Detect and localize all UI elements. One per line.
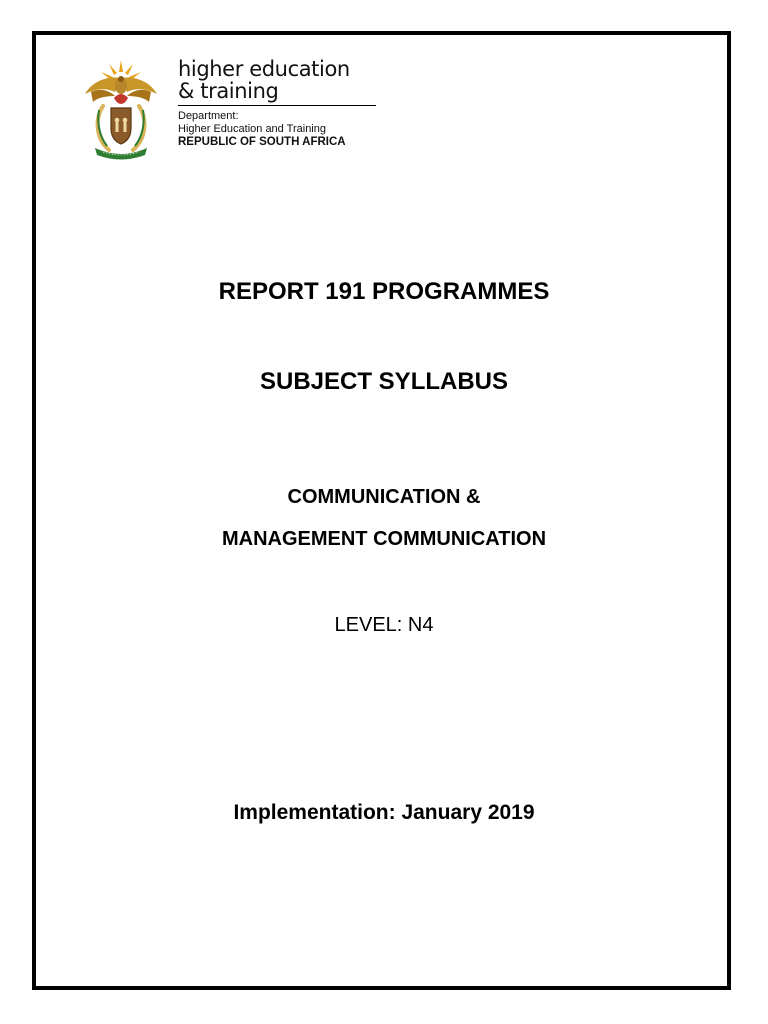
page-border [32,31,731,990]
brand-divider [178,105,376,106]
coat-of-arms-icon [81,58,161,160]
department-header [81,58,381,168]
report-title: REPORT 191 PROGRAMMES [218,278,550,305]
department-name-block [178,58,378,149]
country-name: REPUBLIC OF SOUTH AFRICA [178,136,346,148]
department-name: Higher Education and Training [178,123,326,135]
level-label: LEVEL: N4 [334,614,434,636]
syllabus-title: SUBJECT SYLLABUS [259,368,509,395]
subject-line-1: COMMUNICATION & [287,486,481,508]
brand-line-2: & training [178,79,279,103]
brand-line-1: higher education [178,57,350,81]
subject-line-2: MANAGEMENT COMMUNICATION [221,528,547,550]
implementation-date: Implementation: January 2019 [233,801,535,824]
department-label: Department: [178,110,239,122]
